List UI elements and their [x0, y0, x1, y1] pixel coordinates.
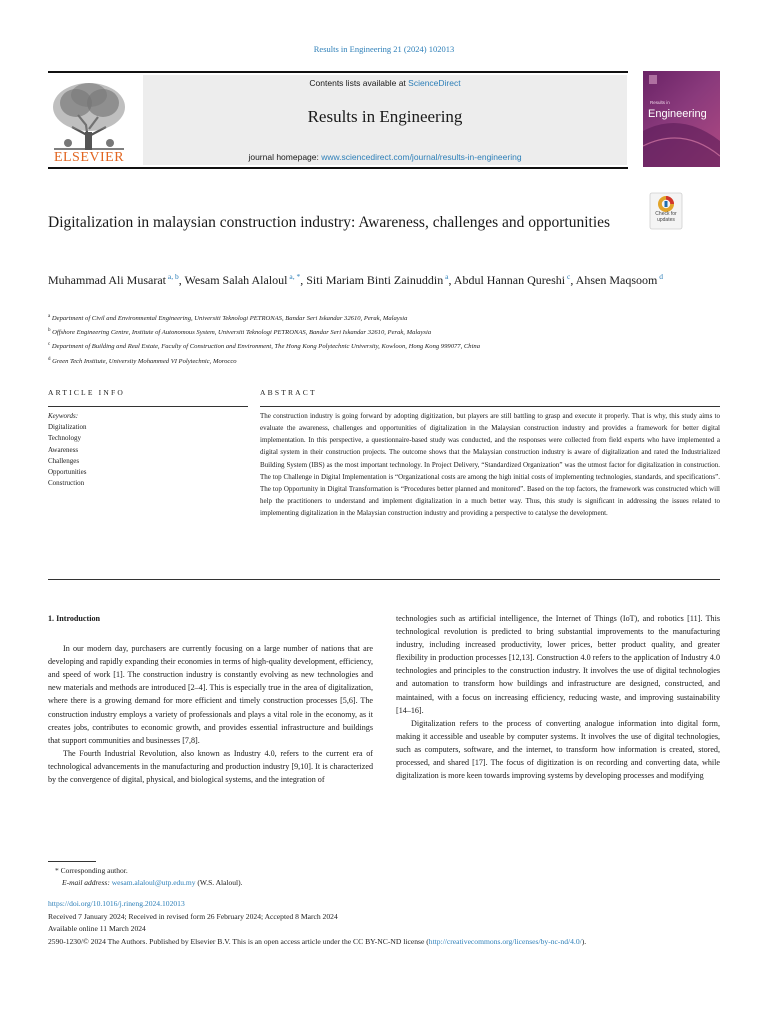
license-link[interactable]: http://creativecommons.org/licenses/by-nc-nd/4.0/: [428, 937, 582, 946]
article-info-rule: [48, 406, 248, 407]
license-text: 2590-1230/© 2024 The Authors. Published by Elsevier B.V. This is an open access article under the CC BY-NC-ND license (http://creativecommons.org/licenses/by-nc-nd/4.0/).: [48, 937, 587, 946]
sciencedirect-link[interactable]: ScienceDirect: [408, 78, 461, 88]
abstract-heading: ABSTRACT: [260, 388, 317, 397]
affiliation-item: $^d$ Green Tech Institute, University Mohammed VI Polytechnic, Morocco: [48, 356, 237, 365]
body-column-left: [48, 612, 373, 786]
publisher-name: ELSEVIER: [53, 150, 125, 165]
doi-link[interactable]: https://doi.org/10.1016/j.rineng.2024.102013: [48, 899, 185, 908]
affiliation-item: $^c$ Department of Building and Real Estate, Faculty of Construction and Environment, The Hong Kong Polytechnic University, Kowloon, Hong Kong 999077, China: [48, 342, 481, 351]
author-affiliation-marker[interactable]: d: [657, 272, 663, 281]
journal-reference[interactable]: Results in Engineering 21 (2024) 102013: [313, 44, 455, 54]
footnote-rule: [48, 861, 96, 862]
online-date: Available online 11 March 2024: [48, 924, 146, 933]
body-paragraph: Digitalization refers to the process of converting analogue information into digital form, making it accessible and useable by computer systems. It involves the use of digital technologies, such as computers, software, and the internet, to transform how information is created, stored, processed, and shared [17]. The focus of digitization is on recording and converting data, while digitalization is more keen towards improving systems by developing processes and modifying: [396, 718, 720, 781]
check-for-updates-label: Check for updates: [655, 211, 677, 223]
journal-name: Results in Engineering: [307, 107, 463, 126]
keywords-label: Keywords:: [48, 412, 79, 420]
abstract-bottom-rule: [48, 579, 720, 580]
homepage-line: journal homepage: www.sciencedirect.com/journal/results-in-engineering: [248, 152, 522, 162]
author-name[interactable]: Muhammad Ali Musarat: [48, 273, 166, 287]
article-info-heading: ARTICLE INFO: [48, 388, 125, 397]
keyword-item: Digitalization: [48, 423, 87, 432]
author-list: Muhammad Ali Musarat $^{a, b}$, Wesam Salah Alaloul $^{a, *}$, Siti Mariam Binti Zainuddin $^a$, Abdul Hannan Qureshi $^c$, Ahsen Maqsoom $^d$: [48, 272, 663, 287]
author-affiliation-marker[interactable]: a, *: [287, 272, 301, 281]
corresponding-author-note: * Corresponding author.: [55, 866, 128, 875]
keyword-item: Awareness: [48, 445, 79, 454]
affiliation-list: [48, 311, 728, 368]
body-paragraph: The Fourth Industrial Revolution, also known as Industry 4.0, refers to the current era of technological advancements in the manufacturing and production industry [9,10]. It is characterized by the convergence of digital, physical, and biological systems, and the integration of: [48, 748, 373, 785]
contents-line: Contents lists available at ScienceDirect: [309, 78, 461, 88]
author-name[interactable]: Siti Mariam Binti Zainuddin: [306, 273, 444, 287]
author-name[interactable]: Wesam Salah Alaloul: [184, 273, 288, 287]
section-heading: 1. Introduction: [48, 614, 101, 623]
affiliation-item: $^b$ Offshore Engineering Centre, Institute of Autonomous System, Universiti Teknologi PETRONAS, Bandar Seri Iskandar 32610, Perak, Malaysia: [48, 328, 432, 337]
homepage-link[interactable]: www.sciencedirect.com/journal/results-in-engineering: [321, 152, 522, 162]
keyword-item: Technology: [48, 434, 81, 443]
author-affiliation-marker[interactable]: a: [443, 272, 449, 281]
keyword-item: Construction: [48, 479, 85, 488]
author-affiliation-marker[interactable]: a, b: [165, 272, 179, 281]
keyword-item: Opportunities: [48, 468, 87, 477]
cover-title: Engineering: [648, 108, 707, 120]
author-affiliation-marker[interactable]: c: [565, 272, 571, 281]
cover-subtitle: Results in: [650, 100, 670, 105]
body-column-right: [396, 612, 720, 782]
received-dates: Received 7 January 2024; Received in revised form 26 February 2024; Accepted 8 March 2024: [48, 912, 338, 921]
header-rule-top: [48, 71, 628, 73]
header-rule-bottom: [48, 167, 628, 169]
keywords-list: [48, 422, 248, 489]
author-name[interactable]: Ahsen Maqsoom: [575, 273, 658, 287]
abstract-rule: [260, 406, 720, 407]
email-line: E-mail address: wesam.alaloul@utp.edu.my (W.S. Alaloul).: [62, 878, 243, 887]
keywords-block: [48, 411, 248, 489]
article-title: Digitalization in malaysian construction industry: Awareness, challenges and opportunities: [48, 214, 611, 231]
body-paragraph: technologies such as artificial intelligence, the Internet of Things (IoT), and robotics [11]. This technological revolution is predicted to bring substantial improvements to the manufacturing industry, including increased productivity, lower prices, better product quality, and greater flexibility in production processes [12,13]. Construction 4.0 refers to the application of Industry 4.0 technologies and principles to the construction industry. It involves the use of digital technologies and automation to transform how buildings and infrastructure are designed, constructed, and maintained, with a focus on increasing efficiency, reducing waste, and improving sustainability [14–16].: [396, 614, 720, 715]
body-paragraph: In our modern day, purchasers are currently focusing on a large number of nations that are developing and rapidly expanding their economies in terms of high-quality development, efficiency, and speed of work [1]. The construction industry is constantly evolving as new technologies and new materials and methods are introduced [2–4]. This is especially true in the area of digitalization, where there is a growing demand for more efficient and timely construction processes [5,6]. The construction industry employs a variety of professionals and plays a vital role in the economy, as it creates jobs, contributes to economic growth, and provides essential infrastructure and buildings that support communities and businesses [7,8].: [48, 644, 373, 745]
author-name[interactable]: Abdul Hannan Qureshi: [453, 273, 566, 287]
email-link[interactable]: wesam.alaloul@utp.edu.my: [111, 878, 196, 887]
affiliation-item: $^a$ Department of Civil and Environmental Engineering, Universiti Teknologi PETRONAS, Bandar Seri Iskandar 32610, Perak, Malaysia: [48, 314, 408, 323]
keyword-item: Challenges: [48, 456, 80, 465]
abstract-text: The construction industry is going forward by adopting digitization, but players are still battling to grasp and execute it properly. That is why, this study aims to evaluate the awareness, challenges and opportunities of digitalization in the Malaysian construction industry and provides a framework for better digital implementation. In this perspective, a questionnaire-based study was conducted, and the responses were collected from field experts who have implemented a digital system in their construction projects. The outcome shows that the Malaysian construction industry is aware of digitalization and rated the Industrialized Building System (IBS) as the most important technology. In Project Delivery, “Standardized Organization” was the utmost factor for digitalization in construction. The top Challenge in Digital Implementation is “Organizational costs are among the high initial costs of implementing technologies, standards, and specifications”. The top Opportunity in Digital Transformation is “Procedures better planned and monitored”. Based on the top factors, the framework was constructed which will help the practitioners to understand and implement digitalization in a much better way. Thus, this study is significant in addressing the issues related to implementing digitalization in the Malaysian construction industry and providing a perspective to catalyse the development.: [260, 412, 720, 518]
